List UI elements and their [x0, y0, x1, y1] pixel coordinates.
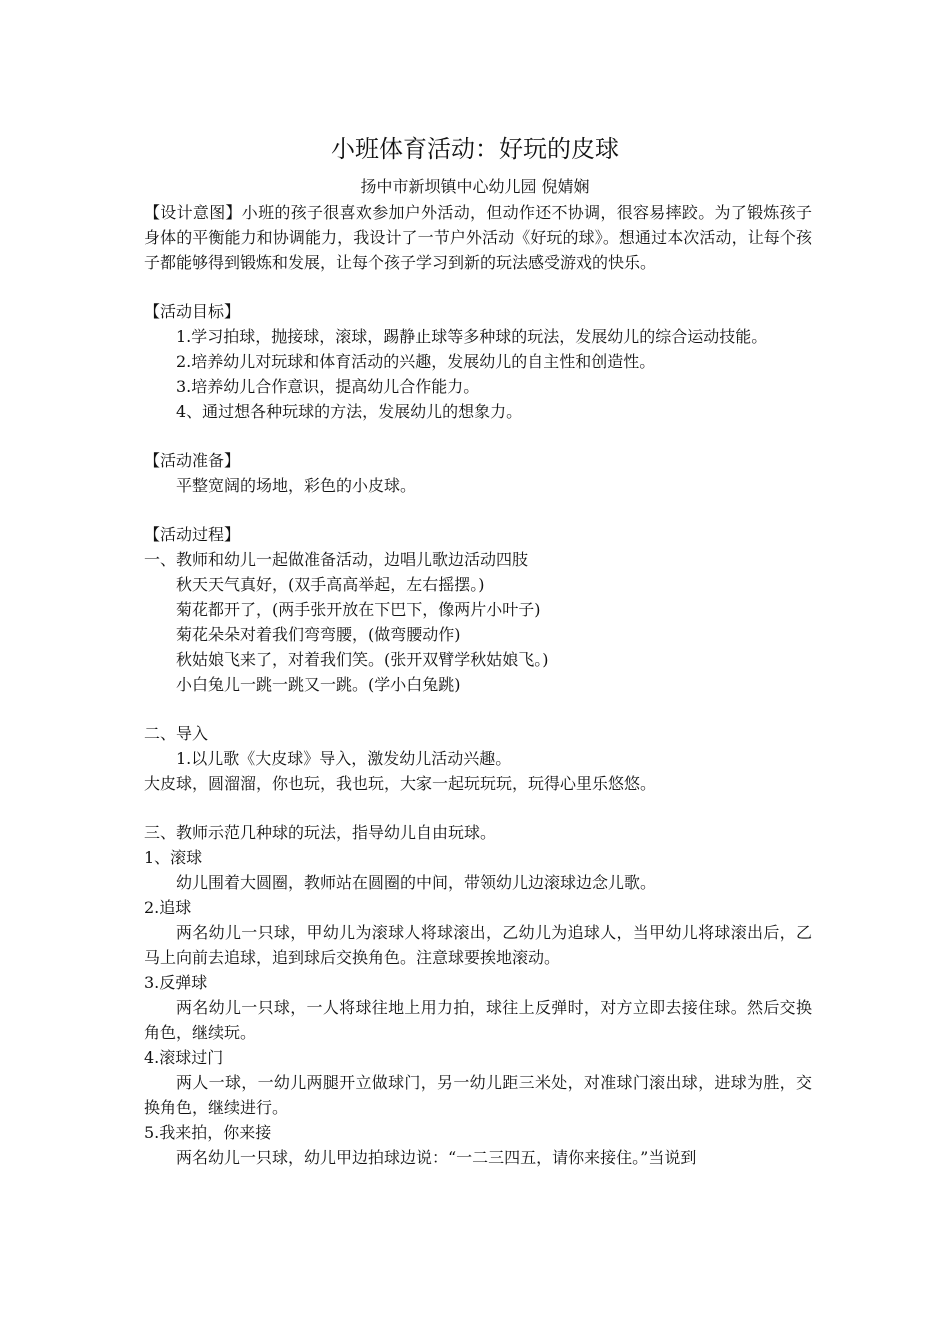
- step-title: 一、教师和幼儿一起做准备活动，边唱儿歌边活动四肢: [144, 550, 529, 569]
- goal-item: 1.学习拍球，抛接球，滚球，踢静止球等多种球的玩法，发展幼儿的综合运动技能。: [176, 327, 768, 346]
- goals-heading: 【活动目标】: [144, 302, 241, 321]
- spacer: [144, 498, 812, 522]
- game-description: 两人一球，一幼儿两腿开立做球门，另一幼儿距三米处，对准球门滚出球，进球为胜，交换角色，继续进行。: [144, 1073, 812, 1117]
- author-line: 扬中市新坝镇中心幼儿园 倪婧娴: [360, 177, 590, 196]
- game-name: 3.反弹球: [144, 973, 208, 992]
- spacer: [144, 275, 812, 299]
- rhyme-line: 菊花都开了，(两手张开放在下巴下，像两片小叶子): [176, 600, 541, 619]
- intro-line: 1.以儿歌《大皮球》导入，激发幼儿活动兴趣。: [176, 749, 512, 768]
- prep-heading: 【活动准备】: [144, 451, 241, 470]
- game-name: 2.追球: [144, 898, 192, 917]
- game-name: 1、滚球: [144, 848, 203, 867]
- page-title: 小班体育活动：好玩的皮球: [331, 135, 619, 163]
- rhyme-line: 秋天天气真好，(双手高高举起，左右摇摆。): [176, 575, 485, 594]
- game-name: 5.我来拍，你来接: [144, 1123, 272, 1142]
- design-intent-paragraph: 【设计意图】小班的孩子很喜欢参加户外活动，但动作还不协调，很容易摔跤。为了锻炼孩子身体的平衡能力和协调能力，我设计了一节户外活动《好玩的球》。想通过本次活动，让每个孩子都能够得到锻炼和发展，让每个孩子学习到新的玩法感受游戏的快乐。: [144, 203, 812, 272]
- process-heading: 【活动过程】: [144, 525, 241, 544]
- game-description: 两名幼儿一只球，一人将球往地上用力拍，球往上反弹时，对方立即去接住球。然后交换角色，继续玩。: [144, 998, 812, 1042]
- game-description: 两名幼儿一只球，甲幼儿为滚球人将球滚出，乙幼儿为追球人，当甲幼儿将球滚出后，乙马上向前去追球，追到球后交换角色。注意球要挨地滚动。: [144, 923, 812, 967]
- goal-item: 2.培养幼儿对玩球和体育活动的兴趣，发展幼儿的自主性和创造性。: [176, 352, 656, 371]
- rhyme-line: 菊花朵朵对着我们弯弯腰，(做弯腰动作): [176, 625, 461, 644]
- goal-item: 4、通过想各种玩球的方法，发展幼儿的想象力。: [176, 402, 523, 421]
- game-name: 4.滚球过门: [144, 1048, 224, 1067]
- rhyme-line: 秋姑娘飞来了，对着我们笑。(张开双臂学秋姑娘飞。): [176, 650, 549, 669]
- goal-item: 3.培养幼儿合作意识，提高幼儿合作能力。: [176, 377, 480, 396]
- rhyme-line: 小白兔儿一跳一跳又一跳。(学小白兔跳): [176, 675, 461, 694]
- step-title: 三、教师示范几种球的玩法，指导幼儿自由玩球。: [144, 823, 497, 842]
- step-title: 二、导入: [144, 724, 209, 743]
- spacer: [144, 796, 812, 820]
- game-description: 幼儿围着大圆圈，教师站在圆圈的中间，带领幼儿边滚球边念儿歌。: [176, 873, 657, 892]
- intro-rhyme: 大皮球，圆溜溜，你也玩，我也玩，大家一起玩玩玩，玩得心里乐悠悠。: [144, 774, 657, 793]
- game-description: 两名幼儿一只球，幼儿甲边拍球边说：“一二三四五，请你来接住。”当说到: [176, 1148, 697, 1167]
- spacer: [144, 697, 812, 721]
- spacer: [144, 424, 812, 448]
- prep-text: 平整宽阔的场地，彩色的小皮球。: [176, 476, 417, 495]
- document-body: [144, 200, 812, 1170]
